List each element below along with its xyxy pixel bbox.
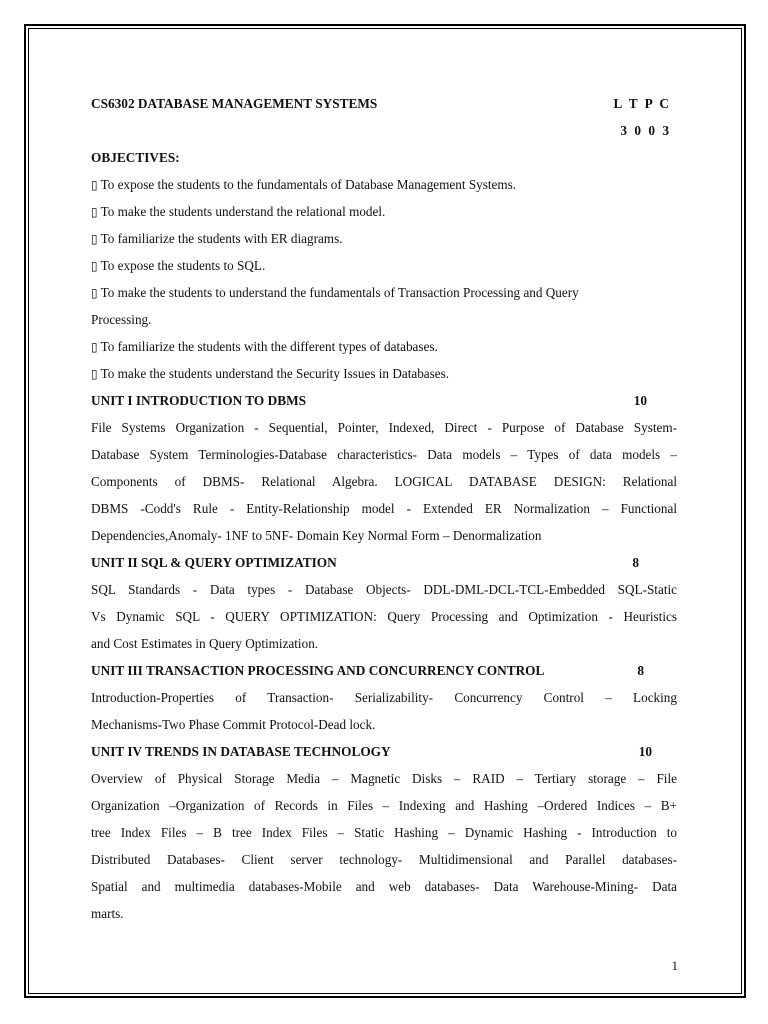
page-number: 1 <box>671 958 678 973</box>
unit-heading <box>91 387 677 414</box>
unit-text-line: Distributed Databases- Client server technology- Multidimensional and Parallel databases- <box>91 852 677 867</box>
objective-item: ▯ To make the students understand the Security Issues in Databases. <box>91 360 677 387</box>
unit-heading <box>91 549 677 576</box>
unit-text-line: File Systems Organization - Sequential, Pointer, Indexed, Direct - Purpose of Database System- <box>91 420 677 435</box>
objective-item: ▯ To expose the students to the fundamentals of Database Management Systems. <box>91 171 677 198</box>
unit-hours: 10 <box>633 393 647 408</box>
unit-heading <box>91 657 677 684</box>
unit-text-line: Mechanisms-Two Phase Commit Protocol-Dead lock. <box>91 717 376 732</box>
course-header <box>91 90 677 117</box>
ltpc-row <box>91 117 677 144</box>
objective-item-continued: Processing. <box>91 312 152 327</box>
unit-text-line: Organization –Organization of Records in Files – Indexing and Hashing –Ordered Indices – B+ <box>91 798 677 813</box>
ltpc-values: 3 0 0 3 <box>620 123 671 138</box>
unit-text-line: marts. <box>91 906 124 921</box>
unit-title: UNIT I INTRODUCTION TO DBMS <box>91 393 307 408</box>
syllabus-content <box>91 90 677 927</box>
unit-text-line: Components of DBMS- Relational Algebra. LOGICAL DATABASE DESIGN: Relational <box>91 474 677 489</box>
unit-text-line: Database System Terminologies-Database characteristics- Data models – Types of data models – <box>91 447 677 462</box>
course-title: CS6302 DATABASE MANAGEMENT SYSTEMS <box>91 96 378 111</box>
ltpc-header: L T P C <box>613 96 671 111</box>
objective-item: ▯ To expose the students to SQL. <box>91 252 677 279</box>
objective-item: ▯ To make the students understand the relational model. <box>91 198 677 225</box>
unit-text-line: Spatial and multimedia databases-Mobile and web databases- Data Warehouse-Mining- Data <box>91 879 677 894</box>
unit-text-line: and Cost Estimates in Query Optimization. <box>91 636 319 651</box>
unit-text-line: DBMS -Codd's Rule - Entity-Relationship model - Extended ER Normalization – Functional <box>91 501 677 516</box>
objective-item: ▯ To make the students to understand the fundamentals of Transaction Processing and Query <box>91 279 677 306</box>
unit-hours: 8 <box>632 555 639 570</box>
objective-item: ▯ To familiarize the students with the different types of databases. <box>91 333 677 360</box>
unit-text-line: Vs Dynamic SQL - QUERY OPTIMIZATION: Query Processing and Optimization - Heuristics <box>91 609 677 624</box>
unit-text-line: Overview of Physical Storage Media – Magnetic Disks – RAID – Tertiary storage – File <box>91 771 677 786</box>
unit-hours: 8 <box>637 663 644 678</box>
unit-text-line: Introduction-Properties of Transaction- Serializability- Concurrency Control – Locking <box>91 690 677 705</box>
unit-text-line: tree Index Files – B tree Index Files – Static Hashing – Dynamic Hashing - Introduction to <box>91 825 677 840</box>
unit-title: UNIT III TRANSACTION PROCESSING AND CONCURRENCY CONTROL <box>91 663 545 678</box>
unit-text-line: Dependencies,Anomaly- 1NF to 5NF- Domain Key Normal Form – Denormalization <box>91 528 542 543</box>
objective-item: ▯ To familiarize the students with ER diagrams. <box>91 225 677 252</box>
unit-title: UNIT II SQL & QUERY OPTIMIZATION <box>91 555 337 570</box>
objectives-heading: OBJECTIVES: <box>91 150 180 165</box>
unit-title: UNIT IV TRENDS IN DATABASE TECHNOLOGY <box>91 744 391 759</box>
unit-hours: 10 <box>638 744 652 759</box>
unit-heading <box>91 738 677 765</box>
unit-text-line: SQL Standards - Data types - Database Objects- DDL-DML-DCL-TCL-Embedded SQL-Static <box>91 582 677 597</box>
